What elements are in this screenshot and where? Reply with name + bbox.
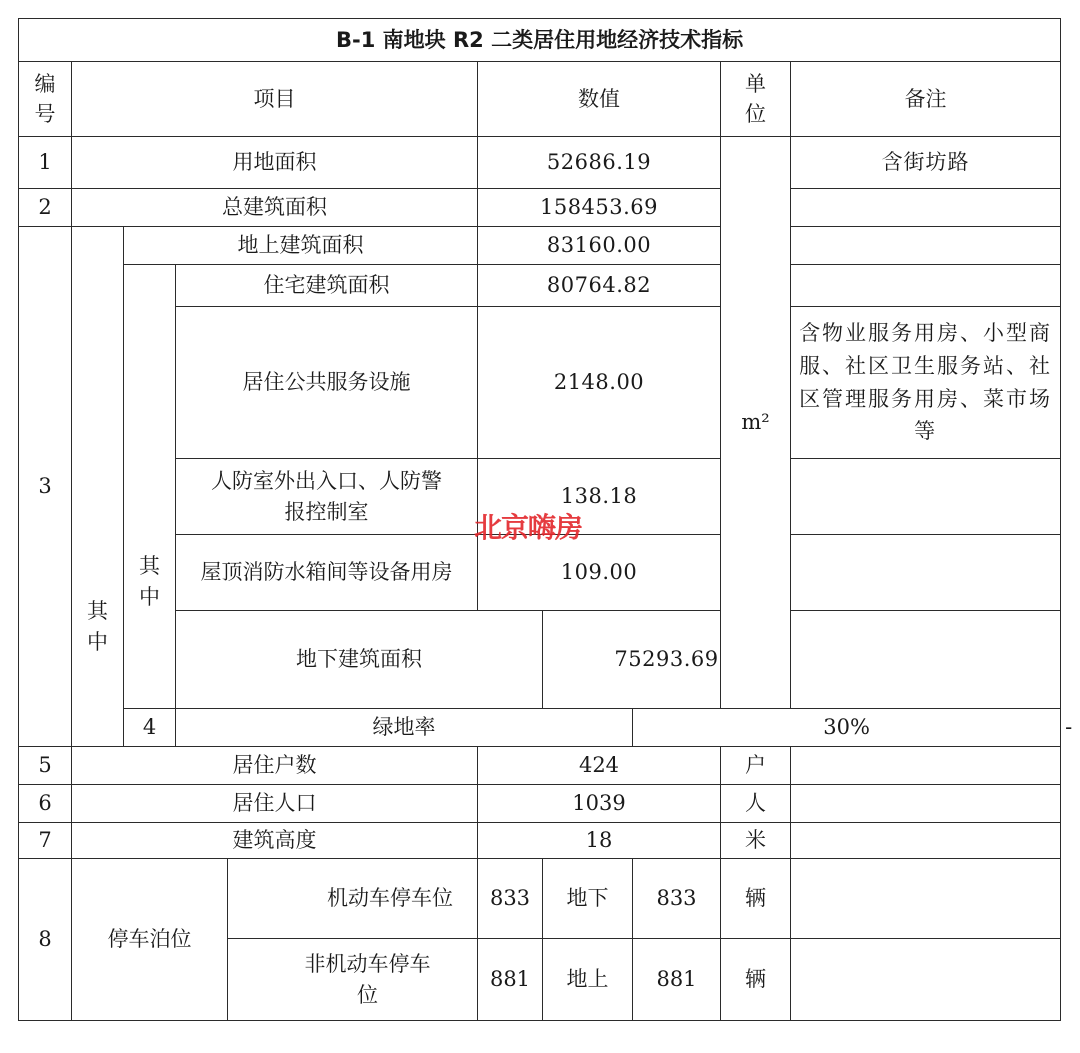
row-remark — [791, 747, 1061, 785]
table-title: B-1 南地块 R2 二类居住用地经济技术指标 — [19, 19, 1061, 62]
row-item: 住宅建筑面积 — [176, 265, 478, 307]
table-row — [19, 189, 1061, 227]
row-remark — [791, 611, 1061, 709]
row-remark — [791, 939, 1061, 1021]
row-value: 18 — [478, 823, 721, 859]
row-unit: 人 — [721, 785, 791, 823]
row-item: 用地面积 — [72, 137, 478, 189]
row-remark — [791, 785, 1061, 823]
table-row — [19, 227, 1061, 265]
parking-motor-unit: 辆 — [721, 859, 791, 939]
row-remark — [791, 227, 1061, 265]
row-no: 1 — [19, 137, 72, 189]
parking-nonmotor-unit: 辆 — [721, 939, 791, 1021]
row-no: 7 — [19, 823, 72, 859]
row-value: 52686.19 — [478, 137, 721, 189]
table-row — [19, 859, 1061, 939]
row-no: 8 — [19, 859, 72, 1021]
row-value: 424 — [478, 747, 721, 785]
row-unit: 户 — [721, 747, 791, 785]
parking-nonmotor-location: 地上 — [543, 939, 633, 1021]
row-value: 83160.00 — [478, 227, 721, 265]
row-item: 人防室外出入口、人防警报控制室 — [176, 459, 478, 535]
row-value: 75293.69 — [543, 611, 791, 709]
row-no: 6 — [19, 785, 72, 823]
row-no: 4 — [124, 709, 176, 747]
row-no: 2 — [19, 189, 72, 227]
row-value: 109.00 — [478, 535, 721, 611]
table-row — [19, 823, 1061, 859]
header-remark: 备注 — [791, 62, 1061, 137]
parking-nonmotor-count: 881 — [633, 939, 721, 1021]
row-value: 158453.69 — [478, 189, 721, 227]
row-item: 地上建筑面积 — [124, 227, 478, 265]
row-remark — [791, 459, 1061, 535]
row-item: 地下建筑面积 — [176, 611, 543, 709]
row-remark — [791, 535, 1061, 611]
table-row — [19, 747, 1061, 785]
row-item: 居住人口 — [72, 785, 478, 823]
row-item: 居住户数 — [72, 747, 478, 785]
row-value: 80764.82 — [478, 265, 721, 307]
parking-nonmotor-total: 881 — [478, 939, 543, 1021]
qizhong-inner: 其中 — [124, 265, 176, 709]
row-value: 2148.00 — [478, 307, 721, 459]
parking-nonmotor-item: 非机动车停车位 — [228, 939, 478, 1021]
row-value: 30% — [633, 709, 1061, 747]
row-item: 停车泊位 — [72, 859, 228, 1021]
table-row — [19, 611, 1061, 709]
row-value: 138.18 — [478, 459, 721, 535]
row-unit: 米 — [721, 823, 791, 859]
table-row — [19, 265, 1061, 307]
table-row — [19, 785, 1061, 823]
table-row: 4 绿地率 30% - — [19, 709, 1061, 747]
row-remark — [791, 823, 1061, 859]
row-item: 居住公共服务设施 — [176, 307, 478, 459]
header-no: 编号 — [19, 62, 72, 137]
table-row — [19, 307, 1061, 459]
area-unit: m² — [721, 137, 791, 709]
table-row — [19, 137, 1061, 189]
row-value: 1039 — [478, 785, 721, 823]
row-no: 5 — [19, 747, 72, 785]
parking-motor-item: 机动车停车位 — [228, 859, 478, 939]
row-item: 总建筑面积 — [72, 189, 478, 227]
row-item: 屋顶消防水箱间等设备用房 — [176, 535, 478, 611]
row-item: 建筑高度 — [72, 823, 478, 859]
row-item: 绿地率 — [176, 709, 633, 747]
row-remark — [791, 859, 1061, 939]
parking-motor-location: 地下 — [543, 859, 633, 939]
row-remark: 含物业服务用房、小型商服、社区卫生服务站、社区管理服务用房、菜市场等 — [791, 307, 1061, 459]
header-item: 项目 — [72, 62, 478, 137]
header-row — [19, 62, 1061, 137]
row-remark — [791, 265, 1061, 307]
parking-motor-total: 833 — [478, 859, 543, 939]
qizhong-outer: 其中 — [72, 227, 124, 747]
row-no: 3 — [19, 227, 72, 747]
title-row — [19, 19, 1061, 62]
header-value: 数值 — [478, 62, 721, 137]
parking-motor-count: 833 — [633, 859, 721, 939]
row-remark: 含街坊路 — [791, 137, 1061, 189]
watermark: 北京嗨房 — [474, 511, 583, 544]
row-remark — [791, 189, 1061, 227]
header-unit: 单位 — [721, 62, 791, 137]
